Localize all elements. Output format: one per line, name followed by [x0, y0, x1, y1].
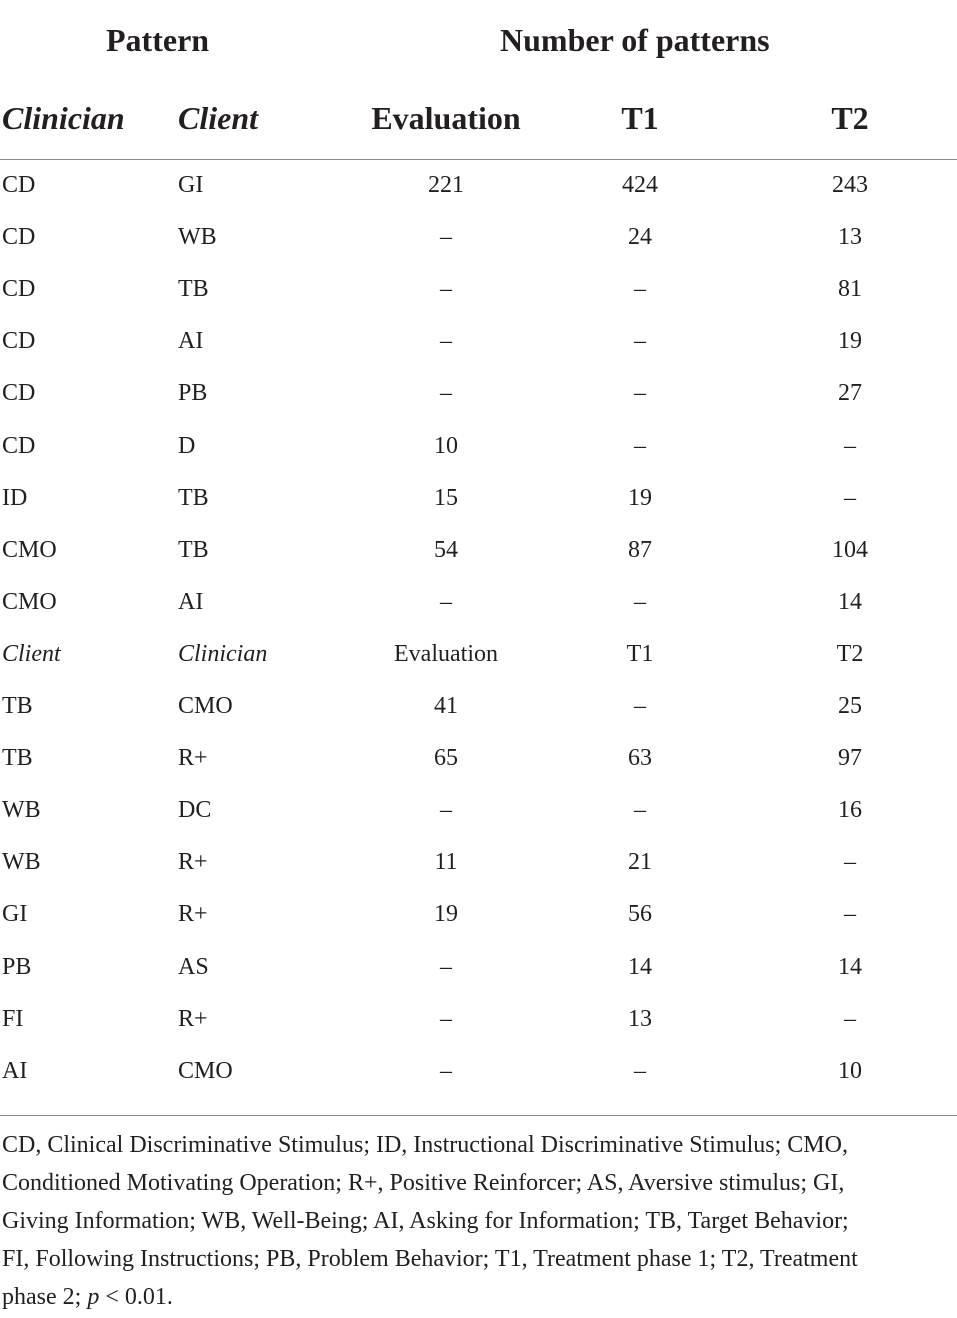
cell-first-party: WB	[2, 797, 41, 824]
table-row	[0, 367, 957, 419]
header-number-of-patterns: Number of patterns	[500, 22, 770, 58]
cell-first-party: CD	[2, 276, 36, 303]
cell-t1: 424	[622, 172, 658, 198]
table-row	[0, 420, 957, 472]
table-footnote	[2, 1126, 957, 1316]
cell-first-party: CMO	[2, 588, 57, 615]
cell-evaluation: 11	[434, 849, 458, 876]
cell-evaluation: –	[440, 1057, 452, 1084]
cell-evaluation: 221	[428, 172, 464, 198]
cell-t1: T1	[626, 640, 654, 667]
cell-first-party: CD	[2, 172, 36, 198]
cell-first-party: TB	[2, 693, 33, 719]
cell-second-party: WB	[178, 224, 217, 251]
cell-first-party: GI	[2, 901, 28, 928]
footnote-p-symbol: p	[87, 1284, 100, 1310]
cell-evaluation: 54	[434, 536, 458, 563]
footer-rule	[0, 1115, 957, 1116]
cell-evaluation: –	[440, 953, 452, 980]
table-row	[0, 628, 957, 680]
cell-t1: 13	[628, 1005, 652, 1032]
table-row	[0, 836, 957, 888]
table-row	[0, 1045, 957, 1097]
cell-evaluation: 19	[434, 901, 458, 928]
cell-second-party: PB	[178, 380, 208, 407]
cell-t1: 56	[628, 901, 652, 928]
header-clinician: Clinician	[2, 100, 125, 136]
cell-evaluation: –	[440, 328, 452, 355]
cell-evaluation: –	[440, 588, 452, 615]
cell-first-party: PB	[2, 953, 32, 980]
cell-second-party: R+	[178, 901, 208, 928]
cell-t2: 16	[838, 797, 862, 824]
cell-second-party: DC	[178, 797, 212, 824]
table-row	[0, 576, 957, 628]
cell-second-party: TB	[178, 276, 209, 303]
cell-t2: 14	[838, 588, 862, 615]
cell-t1: 14	[628, 953, 652, 980]
cell-t2: 25	[838, 693, 862, 719]
cell-second-party: R+	[178, 1005, 208, 1032]
header-t1: T1	[621, 100, 659, 136]
cell-t2: –	[844, 849, 856, 876]
cell-t2: 13	[838, 224, 862, 251]
cell-t1: 24	[628, 224, 652, 251]
header-pattern: Pattern	[106, 22, 210, 58]
table-row	[0, 993, 957, 1045]
table-row	[0, 472, 957, 524]
footnote-p-value: < 0.01.	[99, 1284, 173, 1310]
cell-first-party: CMO	[2, 536, 57, 563]
cell-first-party: CD	[2, 328, 36, 355]
cell-t2: 19	[838, 328, 862, 355]
cell-second-party: R+	[178, 745, 208, 772]
table-row	[0, 211, 957, 263]
cell-t1: –	[634, 588, 646, 615]
cell-second-party: AI	[178, 328, 204, 355]
table-row	[0, 680, 957, 732]
cell-t1: 21	[628, 849, 652, 876]
cell-t1: –	[634, 276, 646, 303]
cell-t2: 81	[838, 276, 862, 303]
cell-evaluation: Evaluation	[394, 640, 498, 667]
cell-t2: 14	[838, 953, 862, 980]
table-row	[0, 784, 957, 836]
cell-first-party: AI	[2, 1057, 28, 1084]
cell-first-party: CD	[2, 380, 36, 407]
cell-t2: 10	[838, 1057, 862, 1084]
cell-t1: 87	[628, 536, 652, 563]
cell-t2: –	[844, 1005, 856, 1032]
cell-t1: 63	[628, 745, 652, 772]
table-row	[0, 315, 957, 367]
cell-second-party: AS	[178, 953, 209, 980]
cell-second-party: R+	[178, 849, 208, 876]
cell-first-party: CD	[2, 432, 36, 459]
cell-evaluation: –	[440, 797, 452, 824]
cell-evaluation: 65	[434, 745, 458, 772]
header-t2: T2	[831, 100, 869, 136]
cell-t1: –	[634, 380, 646, 407]
cell-first-party: TB	[2, 745, 33, 772]
table-row	[0, 941, 957, 993]
cell-first-party: CD	[2, 224, 36, 251]
cell-evaluation: –	[440, 224, 452, 251]
cell-first-party: WB	[2, 849, 41, 876]
cell-t1: –	[634, 797, 646, 824]
cell-second-party: Clinician	[178, 640, 268, 667]
table-row	[0, 524, 957, 576]
cell-t2: –	[844, 901, 856, 928]
footnote-text: CD, Clinical Discriminative Stimulus; ID, Instructional Discriminative Stimulus; CMO, Conditioned Motivating Operation; R+, Positive Reinforcer; AS, Aversive stimulus; GI, Giving Information; WB, Well-Being; AI, Asking for Information; TB, Target Behavior; FI, Following Instructions; PB, Problem Behavior; T1, Treatment phase 1; T2, Treatment phase 2;	[2, 1132, 858, 1310]
cell-evaluation: –	[440, 380, 452, 407]
header-client: Client	[178, 100, 259, 136]
cell-t2: 27	[838, 380, 862, 407]
cell-t2: –	[844, 484, 856, 511]
cell-evaluation: 41	[434, 693, 458, 719]
cell-t1: –	[634, 328, 646, 355]
cell-t1: –	[634, 432, 646, 459]
cell-second-party: TB	[178, 536, 209, 563]
table-row	[0, 888, 957, 940]
cell-first-party: Client	[2, 640, 61, 667]
cell-second-party: TB	[178, 484, 209, 511]
cell-t1: 19	[628, 484, 652, 511]
header-evaluation: Evaluation	[371, 100, 521, 136]
table-row	[0, 159, 957, 211]
cell-second-party: AI	[178, 588, 204, 615]
cell-t2: 104	[832, 536, 868, 563]
cell-t2: –	[844, 432, 856, 459]
table-row	[0, 263, 957, 315]
cell-t1: –	[634, 693, 646, 719]
cell-t2: T2	[836, 640, 864, 667]
cell-evaluation: 15	[434, 484, 458, 511]
cell-evaluation: –	[440, 1005, 452, 1032]
cell-evaluation: 10	[434, 432, 458, 459]
cell-t1: –	[634, 1057, 646, 1084]
cell-second-party: GI	[178, 172, 204, 198]
cell-first-party: ID	[2, 484, 28, 511]
cell-second-party: CMO	[178, 693, 233, 719]
cell-evaluation: –	[440, 276, 452, 303]
cell-t2: 97	[838, 745, 862, 772]
cell-first-party: FI	[2, 1005, 24, 1032]
cell-second-party: D	[178, 432, 196, 459]
table-row	[0, 732, 957, 784]
cell-second-party: CMO	[178, 1057, 233, 1084]
cell-t2: 243	[832, 172, 868, 198]
